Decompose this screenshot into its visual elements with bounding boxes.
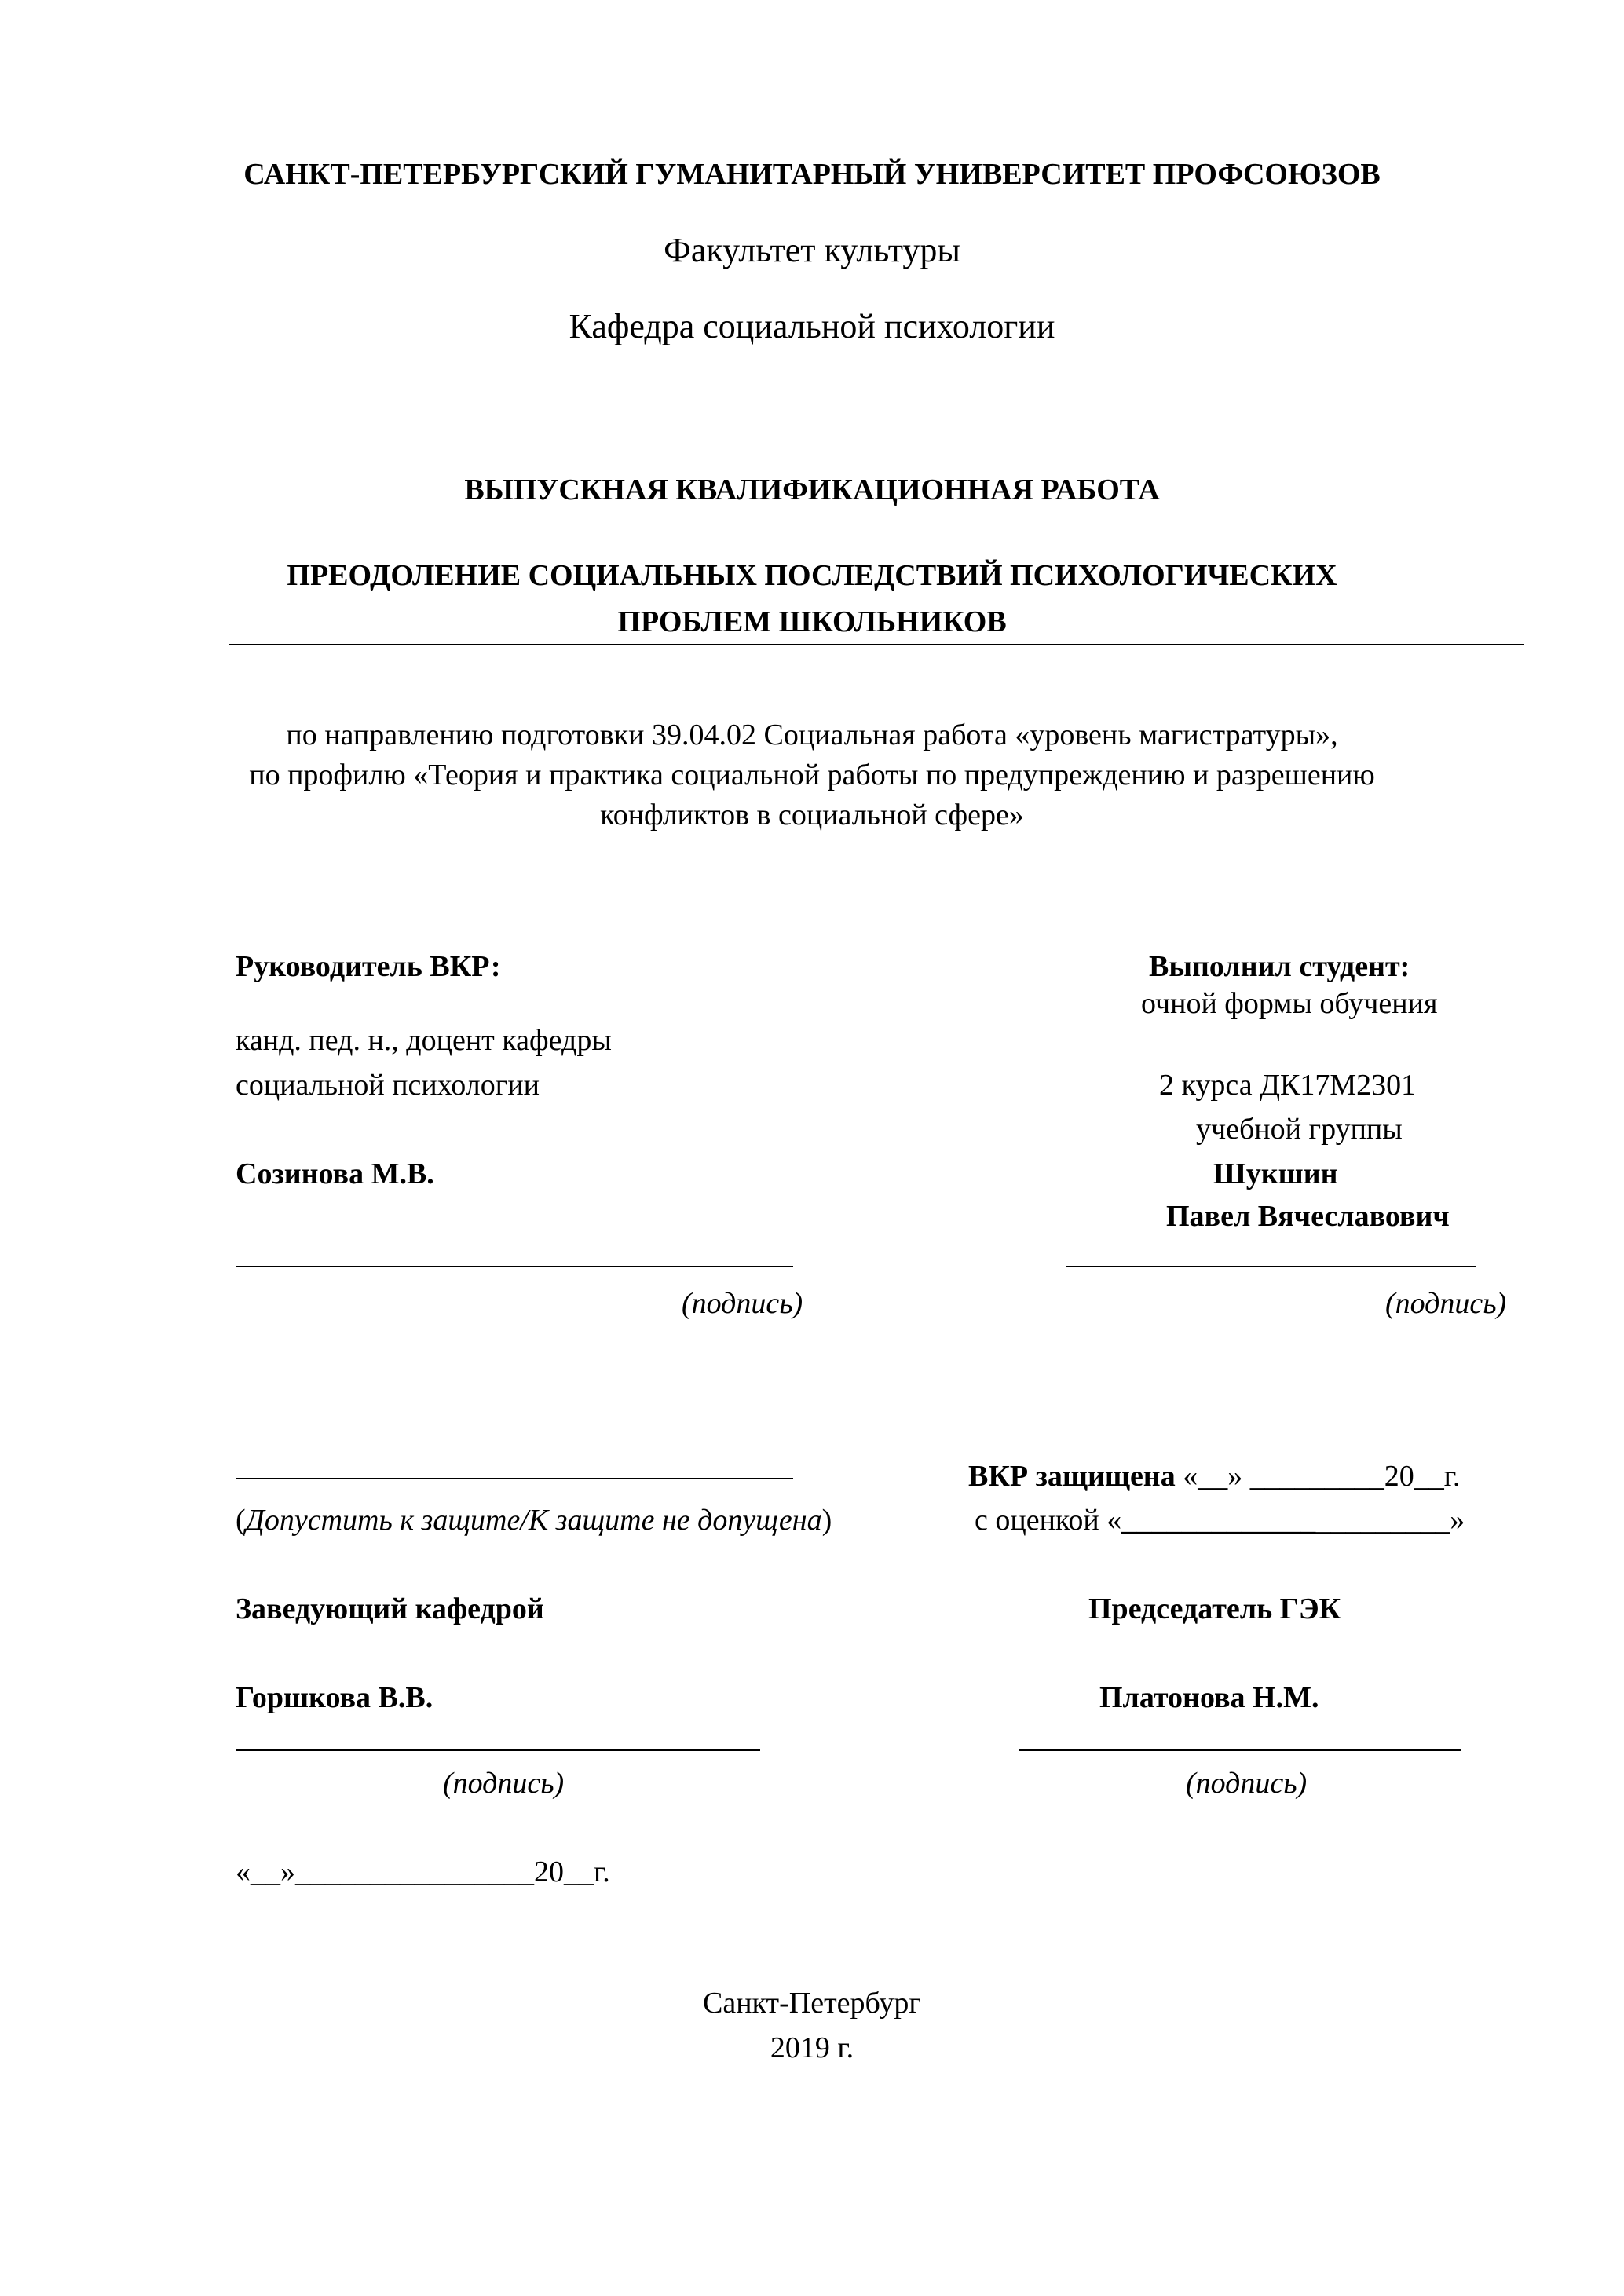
supervisor-signature-line [236,1266,793,1267]
date-line: «__»________________20__г. [236,1855,610,1888]
direction-line3: конфликтов в социальной сфере» [600,799,1024,832]
supervisor-name: Созинова М.В. [236,1157,434,1190]
chair-name: Платонова Н.М. [1099,1681,1319,1714]
department-name: Кафедра социальной психологии [569,307,1055,345]
grade-line [975,1503,1465,1537]
head-signature-caption: (подпись) [443,1767,565,1800]
defended-line [968,1459,1461,1493]
chair-signature-caption: (подпись) [1186,1767,1308,1800]
grade-close: » [1450,1504,1465,1537]
paren-open: ( [236,1504,246,1537]
direction-line2: по профилю «Теория и практика социальной работы по предупреждению и разрешению [249,759,1375,792]
supervisor-label: Руководитель ВКР: [236,950,501,983]
work-title-line2: ПРОБЛЕМ ШКОЛЬНИКОВ [617,605,1007,638]
grade-label: с оценкой « [975,1504,1122,1537]
defended-date: «__» _________20__г. [1175,1460,1461,1493]
student-label: Выполнил студент: [1149,950,1410,983]
supervisor-position-line1: канд. пед. н., доцент кафедры [236,1024,612,1057]
work-title-line1: ПРЕОДОЛЕНИЕ СОЦИАЛЬНЫХ ПОСЛЕДСТВИЙ ПСИХОЛОГИЧЕСКИХ [287,559,1337,592]
student-given-names: Павел Вячеславович [1166,1200,1450,1233]
paren-close: ) [821,1504,832,1537]
title-underline [229,644,1524,645]
defended-label: ВКР защищена [968,1460,1176,1493]
head-signature-line [236,1749,760,1751]
student-signature-line [1066,1266,1476,1267]
student-surname: Шукшин [1213,1157,1338,1190]
admission-caption [236,1503,832,1537]
chair-label: Председатель ГЭК [1088,1592,1341,1625]
year: 2019 г. [770,2031,854,2064]
student-group: учебной группы [1196,1113,1403,1146]
head-name: Горшкова В.В. [236,1681,433,1714]
admission-signature-line [236,1478,793,1479]
admission-caption-text: Допустить к защите/К защите не допущена [245,1504,822,1537]
grade-blank-2: _________ [1315,1504,1450,1537]
faculty-name: Факультет культуры [664,231,960,269]
university-name: САНКТ-ПЕТЕРБУРГСКИЙ ГУМАНИТАРНЫЙ УНИВЕРСИТЕТ ПРОФСОЮЗОВ [243,158,1381,191]
city: Санкт-Петербург [702,1987,922,2020]
grade-blank: _____________ [1121,1504,1316,1537]
work-type: ВЫПУСКНАЯ КВАЛИФИКАЦИОННАЯ РАБОТА [464,473,1160,506]
student-course: 2 курса ДК17М2301 [1159,1069,1417,1102]
student-form: очной формы обучения [1141,987,1438,1020]
direction-line1: по направлению подготовки 39.04.02 Социальная работа «уровень магистратуры», [286,718,1338,751]
supervisor-position-line2: социальной психологии [236,1069,540,1102]
student-signature-caption: (подпись) [1385,1287,1507,1320]
chair-signature-line [1019,1749,1461,1751]
supervisor-signature-caption: (подпись) [682,1287,803,1320]
head-label: Заведующий кафедрой [236,1592,544,1625]
